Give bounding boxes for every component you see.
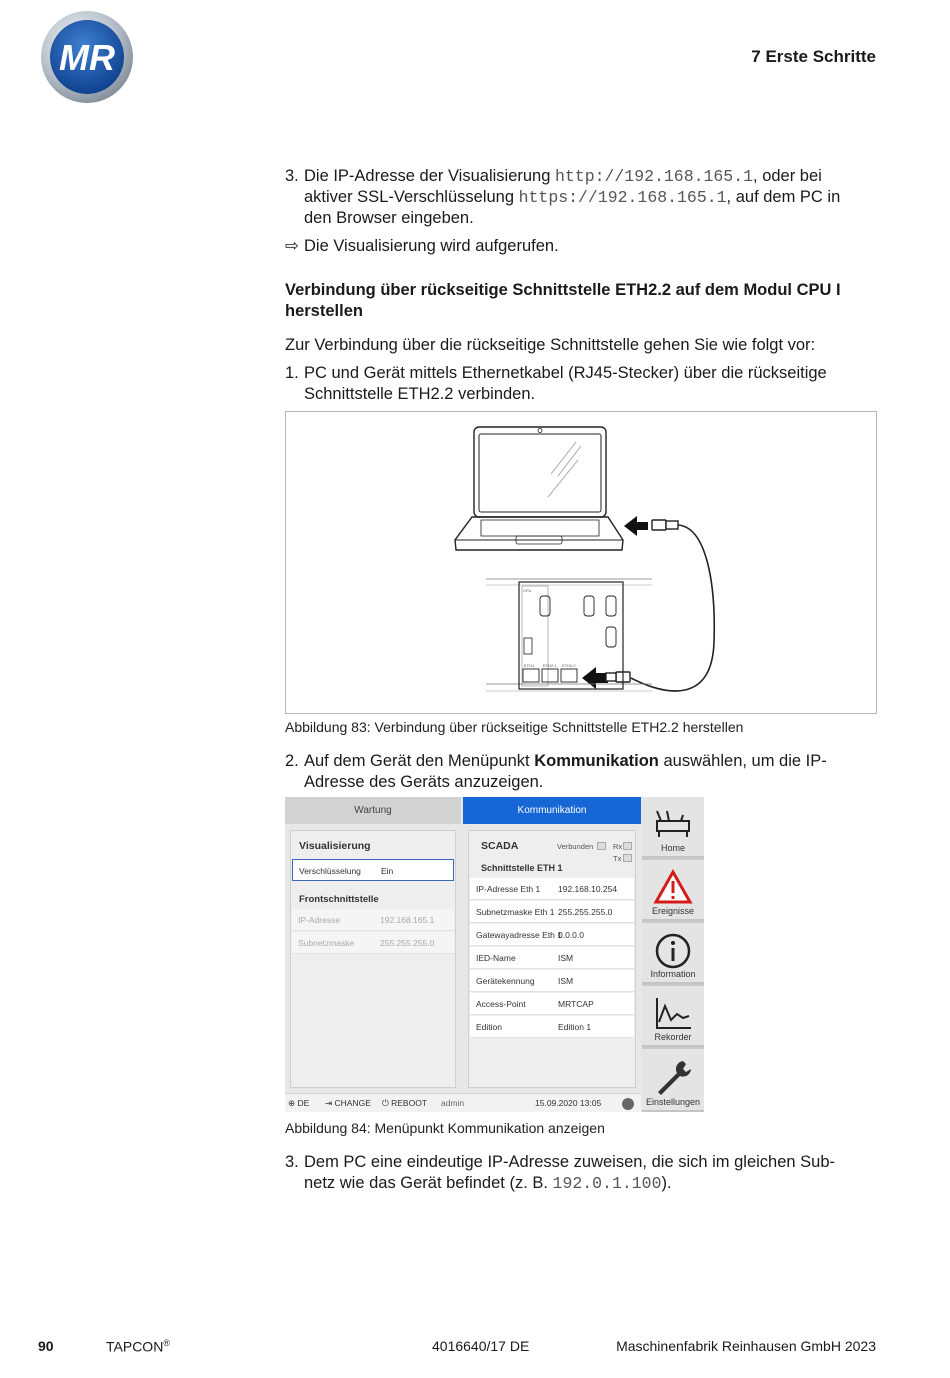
section-heading: Verbindung über rückseitige Schnittstelle ETH2.2 auf dem Modul CPU I herstellen xyxy=(285,281,841,320)
company-name: Maschinenfabrik Reinhausen GmbH 2023 xyxy=(616,1338,876,1354)
setting-value: Edition 1 xyxy=(558,1022,592,1032)
laptop-screen xyxy=(474,427,606,517)
setting-label: IED-Name xyxy=(476,953,516,963)
sidebar xyxy=(642,797,704,1112)
datetime: 15.09.2020 13:05 xyxy=(535,1098,602,1108)
step-text: Auf dem Gerät den Menüpunkt Kommunikation auswählen, um die IP- Adresse des Geräts anzuzeigen. xyxy=(304,752,827,791)
arrow-device-icon xyxy=(582,667,608,689)
scada-setting-row[interactable] xyxy=(470,970,634,992)
page-number: 90 xyxy=(38,1338,54,1354)
setting-label: Gerätekennung xyxy=(476,976,535,986)
laptop-device-illustration xyxy=(286,412,876,713)
scada-setting-row[interactable] xyxy=(470,1016,634,1038)
warning-icon xyxy=(653,868,693,908)
ethernet-cable xyxy=(631,525,714,691)
connected-indicator xyxy=(597,842,606,850)
arrow-laptop-icon xyxy=(624,516,648,536)
setting-row-verschluesselung[interactable] xyxy=(292,859,454,881)
sidebar-home[interactable]: Home xyxy=(642,797,704,858)
step-number: 1. xyxy=(285,364,299,382)
scada-panel xyxy=(468,830,636,1088)
mr-logo xyxy=(40,10,134,104)
scada-setting-row[interactable] xyxy=(470,947,634,969)
product-name: TAPCON® xyxy=(106,1338,170,1355)
setting-value: 192.168.10.254 xyxy=(558,884,618,894)
setting-label: Edition xyxy=(476,1022,502,1032)
module-label: CPU xyxy=(523,588,532,593)
scada-setting-row[interactable] xyxy=(470,901,634,923)
logo-text: MR xyxy=(59,37,115,78)
panel-title: SCADA xyxy=(481,840,519,852)
figure-caption: Abbildung 83: Verbindung über rückseitige Schnittstelle ETH2.2 herstellen xyxy=(285,719,744,735)
scada-setting-row[interactable] xyxy=(470,878,634,900)
tab-wartung[interactable]: Wartung xyxy=(285,797,461,824)
home-device-icon xyxy=(653,805,693,845)
step-number: 3. xyxy=(285,167,299,185)
change-user-button[interactable]: ⇥ CHANGE xyxy=(325,1098,371,1108)
url-http: http://192.168.165.1 xyxy=(554,167,754,186)
language-button[interactable]: ⊕ DE xyxy=(288,1098,310,1108)
url-https: https://192.168.165.1 xyxy=(518,188,727,207)
document-number: 4016640/17 DE xyxy=(432,1338,530,1354)
status-bar xyxy=(285,1093,641,1112)
sidebar-einstellungen[interactable]: Einstellungen xyxy=(642,1049,704,1112)
tx-label: Tx xyxy=(613,854,622,863)
panel-title: Visualisierung xyxy=(299,840,371,852)
laptop-base xyxy=(455,517,623,550)
menu-item-name: Kommunikation xyxy=(534,752,659,770)
scada-setting-row[interactable] xyxy=(470,924,634,946)
setting-label: Gatewayadresse Eth 1 xyxy=(476,930,562,940)
setting-value: MRTCAP xyxy=(558,999,594,1009)
step-text: PC und Gerät mittels Ethernetkabel (RJ45-Stecker) über die rückseitige Schnittstelle ETH2.2 verbinden. xyxy=(304,364,827,403)
setting-value: ISM xyxy=(558,976,574,986)
result-arrow-icon: ⇨ xyxy=(285,237,299,255)
sidebar-ereignisse[interactable]: Ereignisse xyxy=(642,860,704,921)
setting-value: 255.255.255.0 xyxy=(558,907,613,917)
figure-caption: Abbildung 84: Menüpunkt Kommunikation anzeigen xyxy=(285,1120,605,1136)
setting-label: IP-Adresse Eth 1 xyxy=(476,884,541,894)
user-name: admin xyxy=(441,1098,465,1108)
setting-label: Verschlüsselung xyxy=(299,866,361,876)
tx-indicator xyxy=(623,854,632,862)
setting-row-ip: IP-Adresse 192.168.165.1 xyxy=(292,909,454,931)
mr-small-logo-icon xyxy=(622,1098,634,1110)
panel-subtitle: Frontschnittstelle xyxy=(299,894,379,905)
setting-value: Ein xyxy=(381,866,394,876)
rx-label: Rx xyxy=(613,842,623,851)
step-number: 3. xyxy=(285,1153,299,1171)
setting-value: ISM xyxy=(558,953,574,963)
visualisierung-panel xyxy=(290,830,456,1088)
globe-icon: ⊕ xyxy=(288,1098,296,1108)
result-text: Die Visualisierung wird aufgerufen. xyxy=(304,237,559,255)
setting-label: Access-Point xyxy=(476,999,526,1009)
reboot-button[interactable]: ⏻ REBOOT xyxy=(382,1098,428,1108)
port-label-eth1: ETH1 xyxy=(524,663,535,668)
info-icon xyxy=(653,931,693,971)
step-number: 2. xyxy=(285,752,299,770)
port-label-eth21: ETH2.1 xyxy=(543,663,557,668)
setting-value: 0.0.0.0 xyxy=(558,930,584,940)
scada-setting-row[interactable] xyxy=(470,993,634,1015)
panel-subtitle: Schnittstelle ETH 1 xyxy=(481,863,563,873)
rx-indicator xyxy=(623,842,632,850)
connected-label: Verbunden xyxy=(557,842,594,851)
figure-connection-diagram xyxy=(285,411,877,714)
section-intro: Zur Verbindung über die rückseitige Schnittstelle gehen Sie wie folgt vor: xyxy=(285,336,816,354)
setting-label: Subnetzmaske Eth 1 xyxy=(476,907,555,917)
setting-row-subnet: Subnetzmaske 255.255.255.0 xyxy=(292,932,454,954)
power-icon: ⏻ xyxy=(382,1098,389,1108)
chapter-title: 7 Erste Schritte xyxy=(751,47,876,66)
tab-kommunikation[interactable]: Kommunikation xyxy=(463,797,641,824)
chart-icon xyxy=(653,994,693,1034)
step-text: Die IP-Adresse der Visualisierung http://192.168.165.1, oder bei aktiver SSL-Verschlüsselung https://192.168.165.1, auf dem PC in den Browser eingeben. xyxy=(304,167,841,227)
sidebar-rekorder[interactable]: Rekorder xyxy=(642,986,704,1047)
login-icon: ⇥ xyxy=(325,1098,333,1108)
step-text: Dem PC eine eindeutige IP-Adresse zuweisen, die sich im gleichen Sub- netz wie das Gerät befindet (z. B. 192.0.1.100). xyxy=(304,1153,836,1193)
port-label-eth22: ETH2.2 xyxy=(562,663,576,668)
example-ip: 192.0.1.100 xyxy=(552,1174,662,1193)
wrench-icon xyxy=(653,1057,693,1097)
device-ui-screenshot xyxy=(285,797,704,1112)
sidebar-information[interactable]: Information xyxy=(642,923,704,984)
